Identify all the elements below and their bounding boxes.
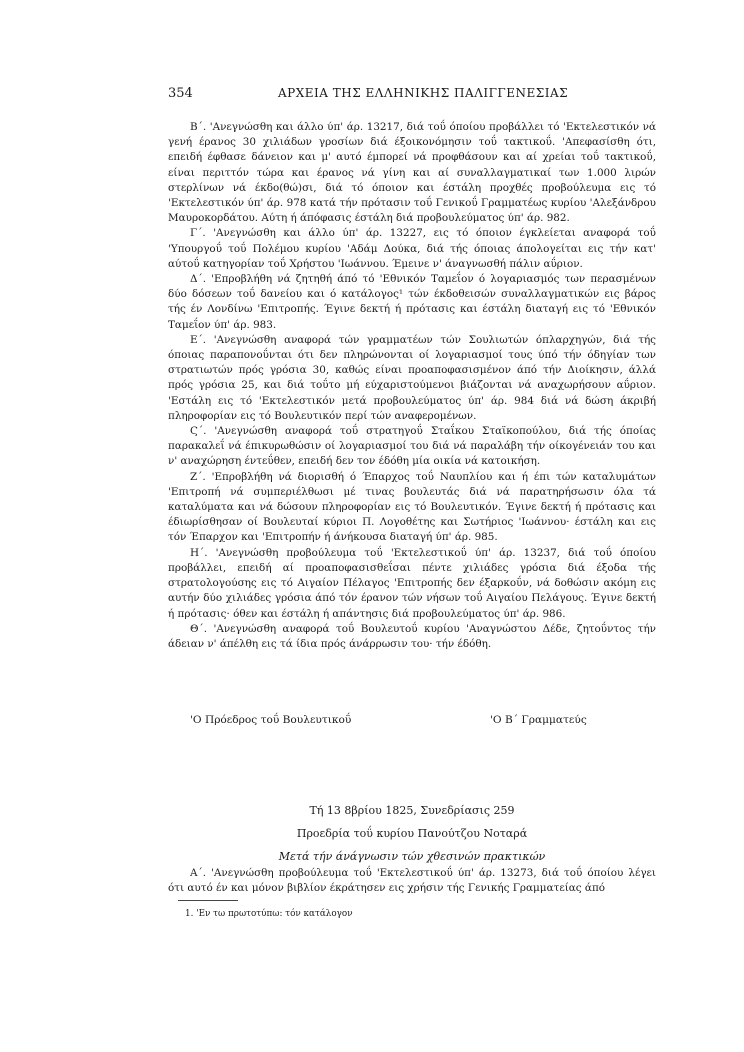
session-presidency: Προεδρία τοΰ κυρίου Πανούτζου Νοταρά [296,827,528,840]
session-after-reading: Μετά τήν άνάγνωσιν τών χθεσινών πρακτικών [278,850,546,863]
body-text [168,120,656,652]
session-date: Τή 13 8βρίου 1825, Συνεδρίασις 259 [309,804,515,817]
footnote: 1. 'Εν τω πρωτοτύπω: τόν κατάλογον [185,909,353,919]
footnote-divider [178,900,238,901]
paragraph-th: Θ΄. 'Ανεγνώσθη αναφορά τοΰ Βουλευτοΰ κυρίου 'Αναγνώστου Δέδε, ζητοΰντος τήν άδειαν ν' άπέλθη εις τά ίδια πρός άνάρρωσιν του· τήν έδόθη. [168,622,656,650]
paragraph-st: Ϛ΄. 'Ανεγνώσθη αναφορά τοΰ στρατηγοΰ Σταΐκου Σταϊκοπούλου, διά τής όποίας παρακαλεΐ νά έπικυρωθώσιν οί λογαριασμοί του διά νά παραλάβη τήν οίκογένειάν του και ν' αναχώρηση έντεΰθεν, επειδή δεν τον έδόθη μία οικία νά κατοικήση. [168,425,656,468]
session-heading [168,799,656,868]
new-session-body [168,866,656,896]
page-number: 354 [168,86,193,101]
running-title: ΑΡΧΕΙΑ ΤΗΣ ΕΛΛΗΝΙΚΗΣ ΠΑΛΙΓΓΕΝΕΣΙΑΣ [278,86,569,100]
paragraph-d: Δ΄. 'Επροβλήθη νά ζητηθή άπό τό 'Εθνικόν Ταμεΐον ό λογαριασμός των περασμένων δύο δόσεων τοΰ δανείου και ό κατάλογος¹ τών έκδοθεισών συναλλαγματικών εις βάρος τής έν Λονδίνω 'Επιτροπής. Έγινε δεκτή ή πρότασις και έστάλη διαταγή εις τό 'Εθνικόν Ταμεΐον ύπ' άρ. 983. [168,273,656,331]
paragraph-b: Β΄. 'Ανεγνώσθη και άλλο ύπ' άρ. 13217, διά τοΰ όποίου προβάλλει τό 'Εκτελεστικόν νά γενή έρανος 30 χιλιάδων γροσίων διά έξοικονόμησιν τοΰ τακτικοΰ. 'Απεφασίσθη ότι, επειδή έφθασε δάνειον και μ' αυτό έμπορεί νά προφθάσουν και αί χρείαι τοΰ τακτικοΰ, είναι περιττόν τώρα και έρανος νά γίνη και αί συναλλαγματικαί των 1.000 λιρών στερλίνων νά έκδο(θώ)σι, διά τό όποιον και έστάλη προχθές προβούλευμα εις τό 'Εκτελεστικόν ύπ' άρ. 978 κατά τήν πρότασιν τοΰ Γενικοΰ Γραμματέως κυρίου 'Αλεξάνδρου Μαυροκορδάτου. Αύτη ή άπόφασις έστάλη διά προβουλεύματος ύπ' άρ. 982. [168,121,656,225]
paragraph-h: Η΄. 'Ανεγνώσθη προβούλευμα τοΰ 'Εκτελεστικοΰ ύπ' άρ. 13237, διά τοΰ όποίου προβάλλει, επειδή αί προαποφασισθεΐσαι πέντε χιλιάδες γρόσια διά έξοδα τής στρατολογούσης εις τό Αιγαίον Πέλαγος 'Επιτροπής δεν έξαρκοΰν, νά δοθώσιν ακόμη εις αυτήν δύο χιλιάδες γρόσια άπό τόν έρανον τών νήσων τοΰ Αιγαίου Πελάγους. Έγινε δεκτή ή πρότασις· όθεν και έστάλη ή απάντησις διά προβουλεύματος ύπ' άρ. 986. [168,546,656,620]
paragraph-z: Ζ΄. 'Επροβλήθη νά διορισθή ό Έπαρχος τοΰ Ναυπλίου και ή έπι τών καταλυμάτων 'Επιτροπή νά συμπεριέλθωσι μέ τινας βουλευτάς διά νά παρατηρήσωσιν όλα τά καταλύματα και νά δώσουν πληροφορίαν εις τό Βουλευτικόν. Έγινε δεκτή ή πρότασις και έδιωρίσθησαν οί Βουλευταί κύριοι Π. Λογοθέτης και Σωτήριος 'Ιωάννου· έστάλη και εις τόν Έπαρχον και 'Επιτροπήν ή άνήκουσα διαταγή ύπ' άρ. 985. [168,470,656,544]
secretary-signature: 'Ο Β΄ Γραμματεύς [490,714,587,726]
paragraph-g: Γ΄. 'Ανεγνώσθη και άλλο ύπ' άρ. 13227, εις τό όποιον έγκλείεται αναφορά τοΰ 'Υπουργοΰ τοΰ Πολέμου κυρίου 'Αδάμ Δούκα, διά τής όποιας άπολογείται εις τήν κατ' αύτοΰ κατηγορίαν τοΰ Χρήστου 'Ιωάννου. Έμεινε ν' άναγνωσθή πάλιν αΰριον. [168,227,656,270]
paragraph-e: Ε΄. 'Ανεγνώσθη αναφορά τών γραμματέων τών Σουλιωτών όπλαρχηγών, διά τής όποιας παραπονοΰνται ότι δεν πληρώνονται οί λογαριασμοί τους ύπό τήν όδηγίαν των στρατιωτών πρός γρόσια 30, καθώς είναι προαποφασισμένον άπό τήν Διοίκησιν, άλλά πρός γρόσια 25, και διά τοΰτο μή εύχαριστούμενοι βιάζονται νά αναχωρήσουν αΰριον. 'Εστάλη εις τό 'Εκτελεστικόν μετά προβουλεύματος ύπ' άρ. 984 διά νά δώση άκριβή πληροφορίαν εις τό Βουλευτικόν περί τών αναφερομένων. [168,333,656,422]
paragraph-a: Α΄. 'Ανεγνώσθη προβούλευμα τοΰ 'Εκτελεστικοΰ ύπ' άρ. 13273, διά τοΰ όποίου λέγει ότι αυτό έν και μόνον βιβλίον έκράτησεν εις χρήσιν τής Γενικής Γραμματείας άπό [168,867,656,895]
page-header [168,86,656,106]
president-signature: 'Ο Πρόεδρος τοΰ Βουλευτικοΰ [190,714,352,726]
